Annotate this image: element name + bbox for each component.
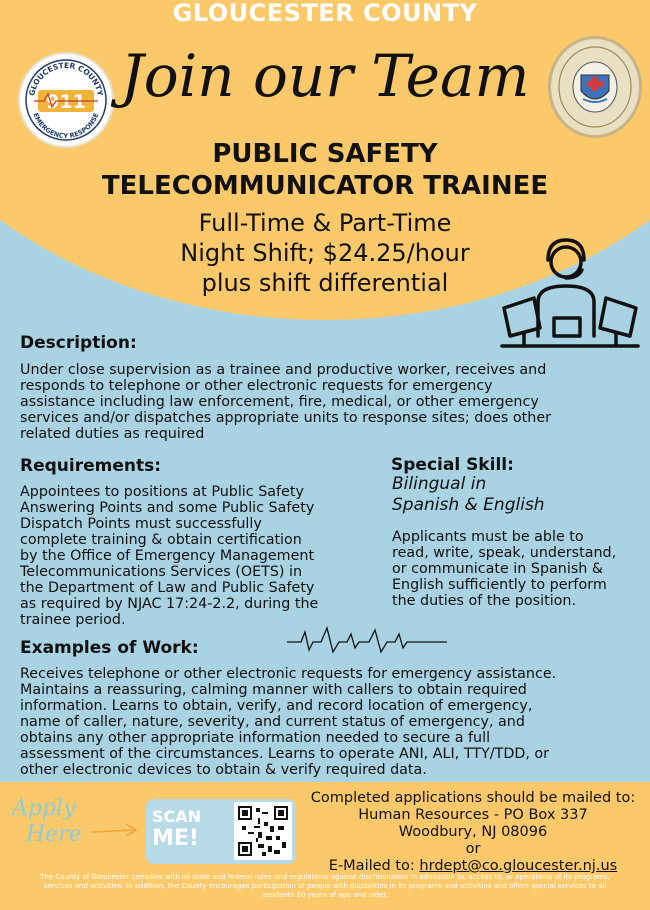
examples-text xyxy=(20,666,645,778)
footer-line: services and activities. In addition, the County encourages participation of people with disabilities in its programs and activities and offers special services to all xyxy=(43,882,607,890)
description-line: Under close supervision as a trainee and productive worker, receives and xyxy=(20,362,547,378)
requirements-line: Appointees to positions at Public Safety xyxy=(20,484,304,500)
requirements-line: the Department of Law and Public Safety xyxy=(20,580,315,596)
heartbeat-icon xyxy=(287,624,447,654)
examples-heading: Examples of Work: xyxy=(20,638,199,658)
mail-line: or xyxy=(465,841,481,857)
mail-line: Completed applications should be mailed to: xyxy=(310,790,636,806)
apply-here-script xyxy=(12,796,92,848)
examples-line: name of caller, nature, severity, and current status of emergency, and xyxy=(20,714,525,730)
examples-line: Receives telephone or other electronic requests for emergency assistance. xyxy=(20,666,557,682)
examples-line: information. Learns to obtain, verify, and record location of emergency, xyxy=(20,698,533,714)
scan-line-2: ME! xyxy=(152,826,199,851)
svg-text:EMERGENCY RESPONSE xyxy=(32,112,101,140)
requirements-line: Dispatch Points must successfully xyxy=(20,516,262,532)
special-skill-heading: Special Skill: xyxy=(391,455,514,475)
requirements-line: as required by NJAC 17:24-2.2, during the xyxy=(20,596,319,612)
special-skill-line: Applicants must be able to xyxy=(392,529,584,545)
special-skill-line: the duties of the position. xyxy=(392,593,577,609)
description-heading: Description: xyxy=(20,333,137,353)
apply-line-1: Apply xyxy=(12,796,76,821)
special-skill-line: English sufficiently to perform xyxy=(392,577,607,593)
examples-line: other electronic devices to obtain & verify required data. xyxy=(20,762,427,778)
scan-me-text xyxy=(152,806,210,850)
nondiscrimination-footer xyxy=(4,873,646,900)
apply-line-2: Here xyxy=(26,822,82,847)
special-skill-subheading xyxy=(392,474,642,516)
subtitle-line-3: plus shift differential xyxy=(201,269,449,297)
requirements-heading: Requirements: xyxy=(20,456,162,476)
requirements-text xyxy=(20,484,380,628)
examples-line: obtains any other appropriate information needed to secure a full xyxy=(20,730,491,746)
logo-arc-top: GLOUCESTER COUNTY xyxy=(27,60,105,97)
logo-arc-bottom: EMERGENCY RESPONSE xyxy=(31,111,101,141)
special-skill-line: read, write, speak, understand, xyxy=(392,545,617,561)
footer-line: residents 60 years of age and older. xyxy=(261,891,389,899)
job-subtitle xyxy=(95,208,555,298)
qr-code-icon[interactable] xyxy=(234,802,292,860)
description-line: related duties as required xyxy=(20,426,205,442)
examples-line: Maintains a reassuring, calming manner with callers to obtain required xyxy=(20,682,527,698)
description-line: assistance including law enforcement, fire, medical, or other emergency xyxy=(20,394,539,410)
description-line: services and/or dispatches appropriate units to response sites; does other xyxy=(20,410,551,426)
county-heading: GLOUCESTER COUNTY xyxy=(172,0,478,27)
logo-911: 911 xyxy=(46,91,86,113)
email-prefix: E-Mailed to: xyxy=(328,858,420,874)
mail-line: Human Resources - PO Box 337 xyxy=(358,807,588,823)
special-skill-text xyxy=(392,529,644,609)
arrow-right-icon xyxy=(90,820,140,840)
email-link[interactable]: hrdept@co.gloucester.nj.us xyxy=(419,858,618,874)
job-title-line-2: TELECOMMUNICATOR TRAINEE xyxy=(101,171,549,201)
subtitle-line-1: Full-Time & Part-Time xyxy=(198,209,452,237)
examples-line: assessment of the circumstances. Learns to operate ANI, ALI, TTY/TDD, or xyxy=(20,746,550,762)
requirements-line: trainee period. xyxy=(20,612,126,628)
footer-line: The County of Gloucester complies with all state and federal rules and regulations against discrimination in admission to, access to, or operations of its programs, xyxy=(40,873,610,881)
join-our-team-script: Join our Team xyxy=(120,42,530,110)
scan-line-1: SCAN xyxy=(152,807,202,826)
skill-sub-line-1: Bilingual in xyxy=(392,474,487,494)
description-line: responds to telephone or other electronic requests for emergency xyxy=(20,378,493,394)
job-title-line-1: PUBLIC SAFETY xyxy=(212,139,438,169)
skill-sub-line-2: Spanish & English xyxy=(392,495,545,515)
dispatcher-desk-icon xyxy=(500,236,640,354)
mailing-instructions xyxy=(298,790,648,875)
job-title xyxy=(0,138,650,202)
special-skill-line: or communicate in Spanish & xyxy=(392,561,604,577)
requirements-line: Telecommunications Services (OETS) in xyxy=(20,564,303,580)
requirements-line: Answering Points and some Public Safety xyxy=(20,500,315,516)
subtitle-line-2: Night Shift; $24.25/hour xyxy=(180,239,470,267)
description-text xyxy=(20,362,640,442)
mail-line: Woodbury, NJ 08096 xyxy=(398,824,548,840)
requirements-line: by the Office of Emergency Management xyxy=(20,548,315,564)
requirements-line: complete training & obtain certification xyxy=(20,532,302,548)
